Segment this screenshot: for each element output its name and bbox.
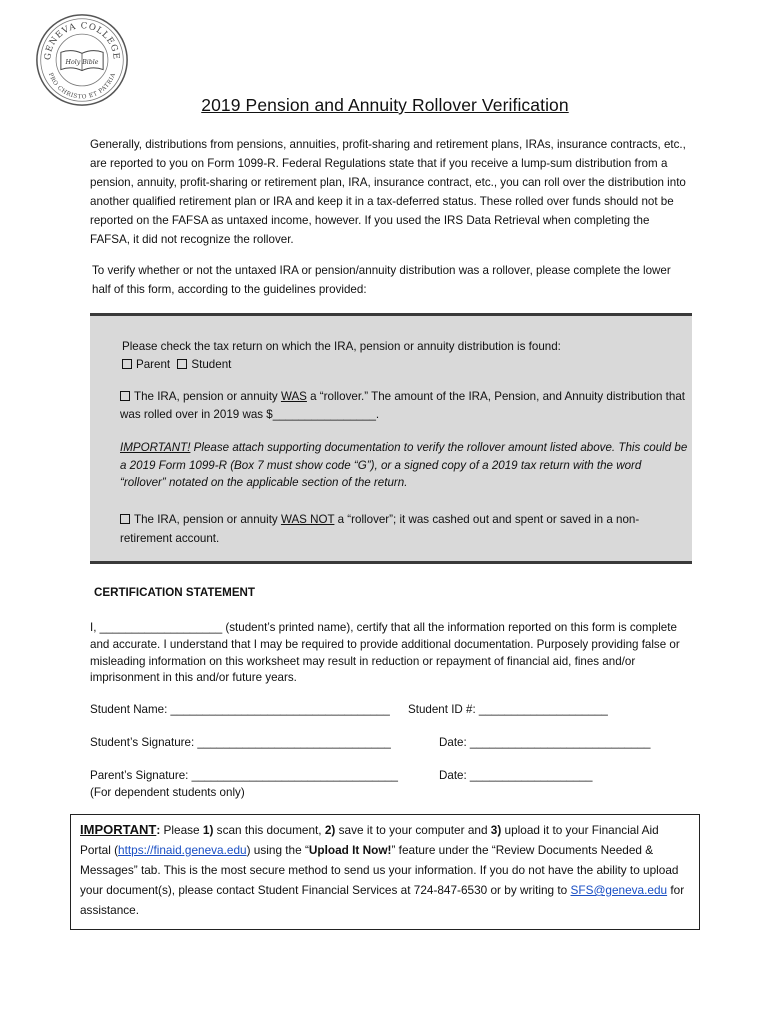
- student-signature-field[interactable]: Student’s Signature: ______________________________: [90, 736, 391, 749]
- certification-title: CERTIFICATION STATEMENT: [94, 586, 256, 599]
- instructions-paragraph: To verify whether or not the untaxed IRA or pension/annuity distribution was a rollover, please complete the lower half of this form, according to the guidelines provided:: [92, 264, 671, 296]
- student-id-field[interactable]: Student ID #: ____________________: [408, 703, 608, 716]
- was-not-word: WAS NOT: [280, 513, 335, 526]
- student-label: Student: [191, 357, 232, 371]
- important-word: IMPORTANT!: [120, 441, 191, 454]
- parent-note: (For dependent students only): [90, 786, 245, 799]
- return-type-question: [122, 338, 692, 373]
- certification-statement: I, ___________________ (student’s printed name), certify that all the information reported on this form is complete and accurate. I understand that I may be required to provide additional documentation. Purposely providing false or misleading information on this worksheet may result in reduction or repayment of financial aid, fines and/or imprisonment in this and/or future years.: [90, 621, 680, 685]
- was-rollover-option: The IRA, pension or annuity WAS a “rollover.” The amount of the IRA, Pension, and Annuity distribution that was rolled over in 2019 was $________________.: [120, 390, 686, 421]
- student-checkbox[interactable]: [177, 359, 187, 369]
- was-not-rollover-option: The IRA, pension or annuity WAS NOT a “rollover”; it was cashed out and spent or saved in a non-retirement account.: [120, 513, 640, 545]
- geneva-college-seal: [34, 12, 130, 108]
- student-name-field[interactable]: Student Name: __________________________________: [90, 703, 390, 716]
- page-title: 2019 Pension and Annuity Rollover Verification: [201, 95, 569, 115]
- rollover-section: [90, 313, 692, 564]
- svg-text:GENEVA COLLEGE: GENEVA COLLEGE: [43, 21, 121, 61]
- important-note: IMPORTANT! Please attach supporting documentation to verify the rollover amount listed above. This could be a 2019 Form 1099-R (Box 7 must show code “G”), or a signed copy of a 2019 tax return with the word “rollover” notated on the applicable section of the return.: [120, 441, 688, 489]
- parent-label: Parent: [136, 357, 171, 371]
- upload-feature-name: Upload It Now!: [308, 843, 392, 857]
- sfs-email-link[interactable]: SFS@geneva.edu: [570, 883, 668, 897]
- important-heading: IMPORTANT: [80, 822, 157, 837]
- svg-text:Holy Bible: Holy Bible: [65, 58, 99, 66]
- upload-instructions-box: [70, 814, 700, 930]
- upload-instructions: IMPORTANT: Please 1) scan this document, 2) save it to your computer and 3) upload it to your Financial Aid Portal (https://finaid.geneva.edu) using the “Upload It Now!” feature under the “Review Documents Needed & Messages” tab. This is the most secure method to send us your information. If you do not have the ability to upload your document(s), please contact Student Financial Services at 724-847-6530 or by writing to SFS@geneva.edu for assistance.: [80, 822, 685, 917]
- student-date-field[interactable]: Date: ____________________________: [439, 736, 651, 749]
- parent-date-field[interactable]: Date: ___________________: [439, 769, 593, 782]
- svg-text:PRO CHRISTO ET PATRIA: PRO CHRISTO ET PATRIA: [46, 72, 118, 101]
- intro-paragraph: Generally, distributions from pensions, annuities, profit-sharing and retirement plans, IRAs, insurance contracts, etc., are reported to you on Form 1099-R. Federal Regulations state that if you receive a lump-sum distribution from a pension, annuity, profit-sharing or retirement plan, IRA, insurance contract, etc., you can roll over the distribution into another qualified retirement plan or IRA and keep it in a tax-deferred status. These rolled over funds should not be reported on the FAFSA as untaxed income, however. If you used the IRS Data Retrieval when completing the FAFSA, it did not recognize the rollover.: [90, 138, 686, 246]
- return-type-prompt: Please check the tax return on which the IRA, pension or annuity distribution is found:: [122, 340, 561, 353]
- was-rollover-checkbox[interactable]: [120, 391, 130, 401]
- was-word: WAS: [280, 390, 307, 403]
- financial-aid-portal-link[interactable]: https://finaid.geneva.edu: [118, 843, 247, 857]
- parent-signature-field[interactable]: Parent’s Signature: ________________________________: [90, 769, 398, 782]
- was-not-rollover-checkbox[interactable]: [120, 514, 130, 524]
- parent-checkbox[interactable]: [122, 359, 132, 369]
